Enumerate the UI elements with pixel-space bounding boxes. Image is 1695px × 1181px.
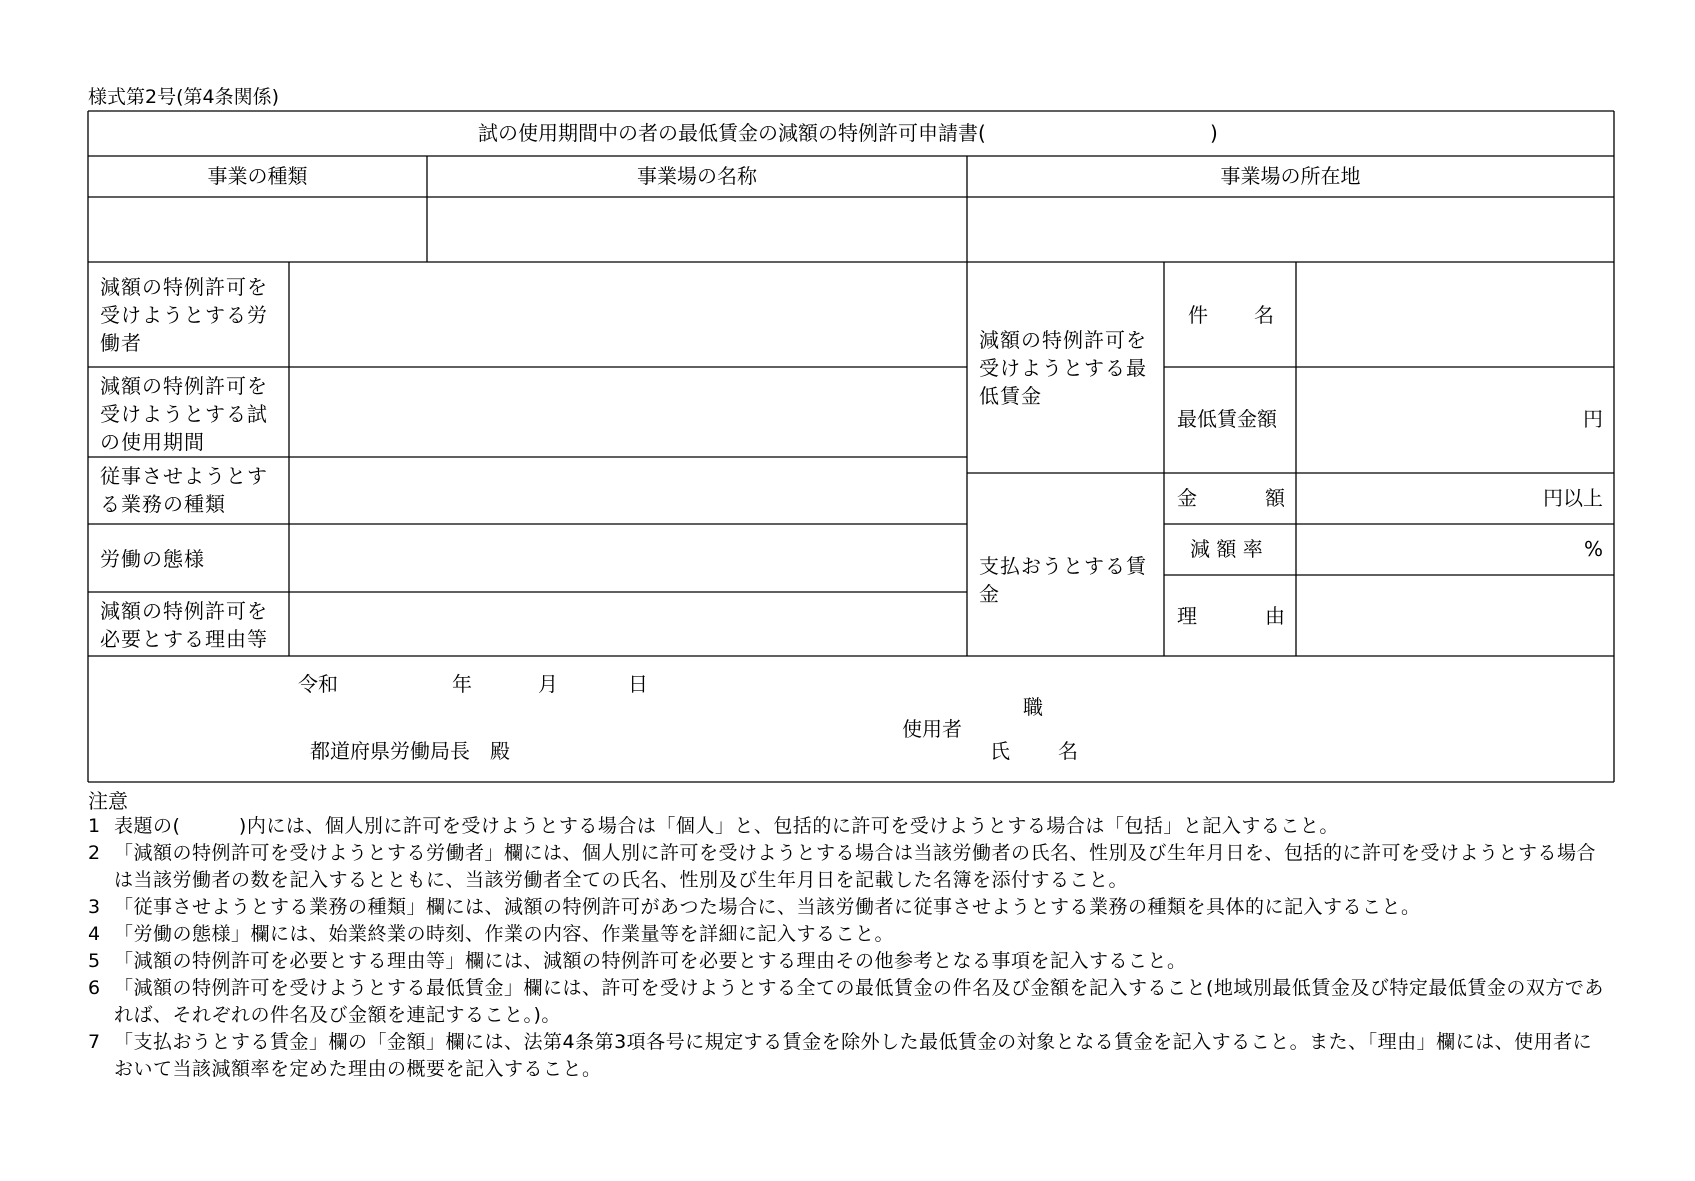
note-item: 6 「減額の特例許可を受けようとする最低賃金」欄には、許可を受けようとする全ての最低賃金の件名及び金額を記入すること(地域別最低賃金及び特定最低賃金の双方であれば、それぞれの件名及び金額を連記すること。)。 xyxy=(88,977,1604,1026)
notes-heading: 注意 xyxy=(88,789,128,813)
year-label: 年 xyxy=(452,672,472,696)
name-label: 氏 名 xyxy=(990,739,1078,763)
label-worker: 減額の特例許可を受けようとする労働者 xyxy=(100,275,268,355)
label-min-wage-amount: 最低賃金額 xyxy=(1177,407,1277,431)
month-label: 月 xyxy=(538,672,558,696)
header-business-type: 事業の種類 xyxy=(207,164,308,188)
note-item: 4 「労働の態様」欄には、始業終業の時刻、作業の内容、作業量等を詳細に記入すること。 xyxy=(88,923,895,945)
worker-field[interactable] xyxy=(290,263,966,366)
label-reduction-rate: 減 額 率 xyxy=(1190,537,1263,561)
note-item: 7 「支払おうとする賃金」欄の「金額」欄には、法第4条第3項各号に規定する賃金を除外した最低賃金の対象となる賃金を記入すること。また、「理由」欄には、使用者において当該減額率を定めた理由の概要を記入すること。 xyxy=(88,1031,1593,1080)
note-item: 3 「従事させようとする業務の種類」欄には、減額の特例許可があつた場合に、当該労働者に従事させようとする業務の種類を具体的に記入すること。 xyxy=(88,896,1421,918)
form-title: 試の使用期間中の者の最低賃金の減額の特例許可申請書( xyxy=(478,121,986,145)
work-mode-field[interactable] xyxy=(290,525,966,591)
label-trial-period: 減額の特例許可を受けようとする試の使用期間 xyxy=(100,374,268,454)
business-type-field[interactable] xyxy=(89,198,426,261)
note-item: 5 「減額の特例許可を必要とする理由等」欄には、減額の特例許可を必要とする理由その他参考となる事項を記入すること。 xyxy=(88,950,1187,972)
percent-unit: % xyxy=(1583,537,1603,561)
label-amount: 金 額 xyxy=(1177,486,1285,510)
job-type-field[interactable] xyxy=(290,458,966,523)
era-label: 令和 xyxy=(298,672,338,696)
reason-field[interactable] xyxy=(290,593,966,655)
reduction-rate-field[interactable] xyxy=(1297,535,1603,563)
position-label: 職 xyxy=(1023,695,1043,719)
note-item: 1 表題の( )内には、個人別に許可を受けようとする場合は「個人」と、包括的に許可を受けようとする場合は「包括」と記入すること。 xyxy=(88,815,1339,837)
label-case-name: 件 名 xyxy=(1188,303,1274,327)
case-name-field[interactable] xyxy=(1297,263,1613,366)
reason-right-field[interactable] xyxy=(1297,576,1613,655)
label-min-wage: 減額の特例許可を受けようとする最低賃金 xyxy=(979,328,1147,408)
notes-list xyxy=(88,813,1608,1083)
workplace-name-field[interactable] xyxy=(428,198,966,261)
addressee-label: 都道府県労働局長 殿 xyxy=(310,739,510,763)
title-close-paren: ) xyxy=(1210,121,1218,145)
title-type-field[interactable] xyxy=(1043,113,1203,151)
trial-period-field[interactable] xyxy=(290,368,966,456)
day-label: 日 xyxy=(628,672,648,696)
form-number: 様式第2号(第4条関係) xyxy=(88,86,280,108)
label-reason: 減額の特例許可を必要とする理由等 xyxy=(100,599,268,651)
employer-label: 使用者 xyxy=(902,717,962,741)
note-item: 2 「減額の特例許可を受けようとする労働者」欄には、個人別に許可を受けようとする場合は当該労働者の氏名、性別及び生年月日を、包括的に許可を受けようとする場合は当該労働者の数を記入するとともに、当該労働者全ての氏名、性別及び生年月日を記載した名簿を添付すること。 xyxy=(88,842,1597,891)
min-wage-amount-field[interactable] xyxy=(1297,405,1603,433)
label-wage-to-pay: 支払おうとする賃金 xyxy=(979,554,1147,606)
label-work-mode: 労働の態様 xyxy=(100,547,205,571)
header-workplace-name: 事業場の名称 xyxy=(637,164,757,188)
label-job-type: 従事させようとする業務の種類 xyxy=(100,464,268,516)
header-workplace-location: 事業場の所在地 xyxy=(1220,164,1361,188)
yen-or-more-unit: 円以上 xyxy=(1543,486,1603,510)
amount-field[interactable] xyxy=(1297,484,1603,512)
yen-unit: 円 xyxy=(1583,407,1603,431)
label-reason-right: 理 由 xyxy=(1177,604,1285,628)
workplace-location-field[interactable] xyxy=(968,198,1613,261)
